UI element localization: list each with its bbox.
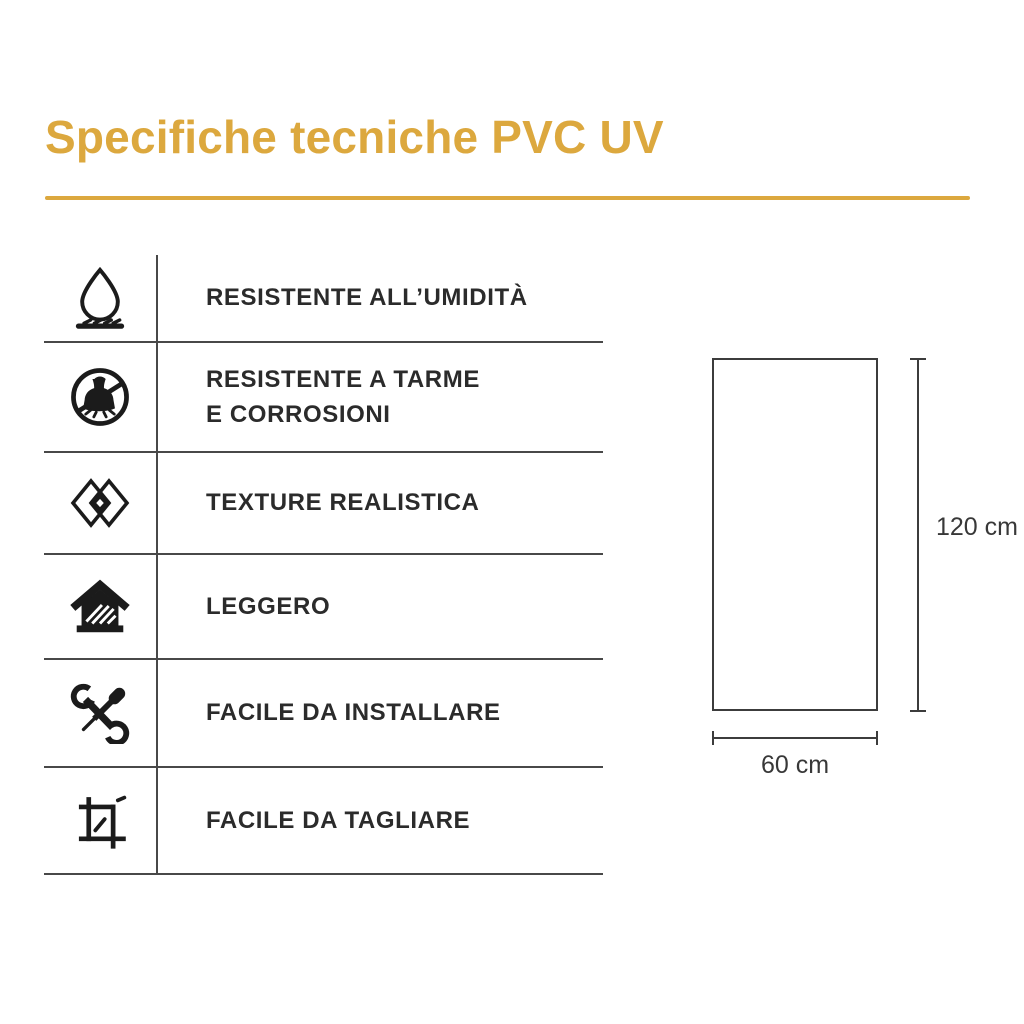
height-dimension-label: 120 cm [936, 513, 1018, 541]
feature-row [44, 660, 603, 768]
feature-label: LEGGERO [206, 592, 331, 620]
title-underline [45, 196, 970, 200]
feature-label: RESISTENTE A TARME [206, 366, 480, 394]
feature-text [158, 768, 603, 873]
feature-label: FACILE DA TAGLIARE [206, 806, 471, 834]
page-title: Specifiche tecniche PVC UV [45, 111, 664, 163]
no-pests-icon [44, 343, 158, 451]
texture-diamonds-icon [44, 453, 158, 553]
feature-table [44, 255, 603, 875]
feature-row [44, 343, 603, 453]
height-dimension-line [917, 358, 919, 712]
feature-text [158, 255, 603, 341]
feature-row [44, 768, 603, 875]
feature-text [158, 660, 603, 766]
feature-label: E CORROSIONI [206, 400, 391, 428]
tools-icon [44, 660, 158, 766]
width-dimension-line [712, 737, 878, 739]
feature-label: FACILE DA INSTALLARE [206, 699, 501, 727]
feature-row [44, 453, 603, 555]
feature-label: RESISTENTE ALL’UMIDITÀ [206, 284, 528, 312]
crop-icon [44, 768, 158, 873]
water-drop-icon [44, 255, 158, 341]
feature-label: TEXTURE REALISTICA [206, 489, 480, 517]
feature-text [158, 453, 603, 553]
panel-rectangle [712, 358, 878, 711]
feature-row [44, 555, 603, 660]
feature-text [158, 555, 603, 658]
feature-text [158, 343, 603, 451]
width-dimension-label: 60 cm [760, 751, 830, 779]
house-icon [44, 555, 158, 658]
feature-row [44, 255, 603, 343]
